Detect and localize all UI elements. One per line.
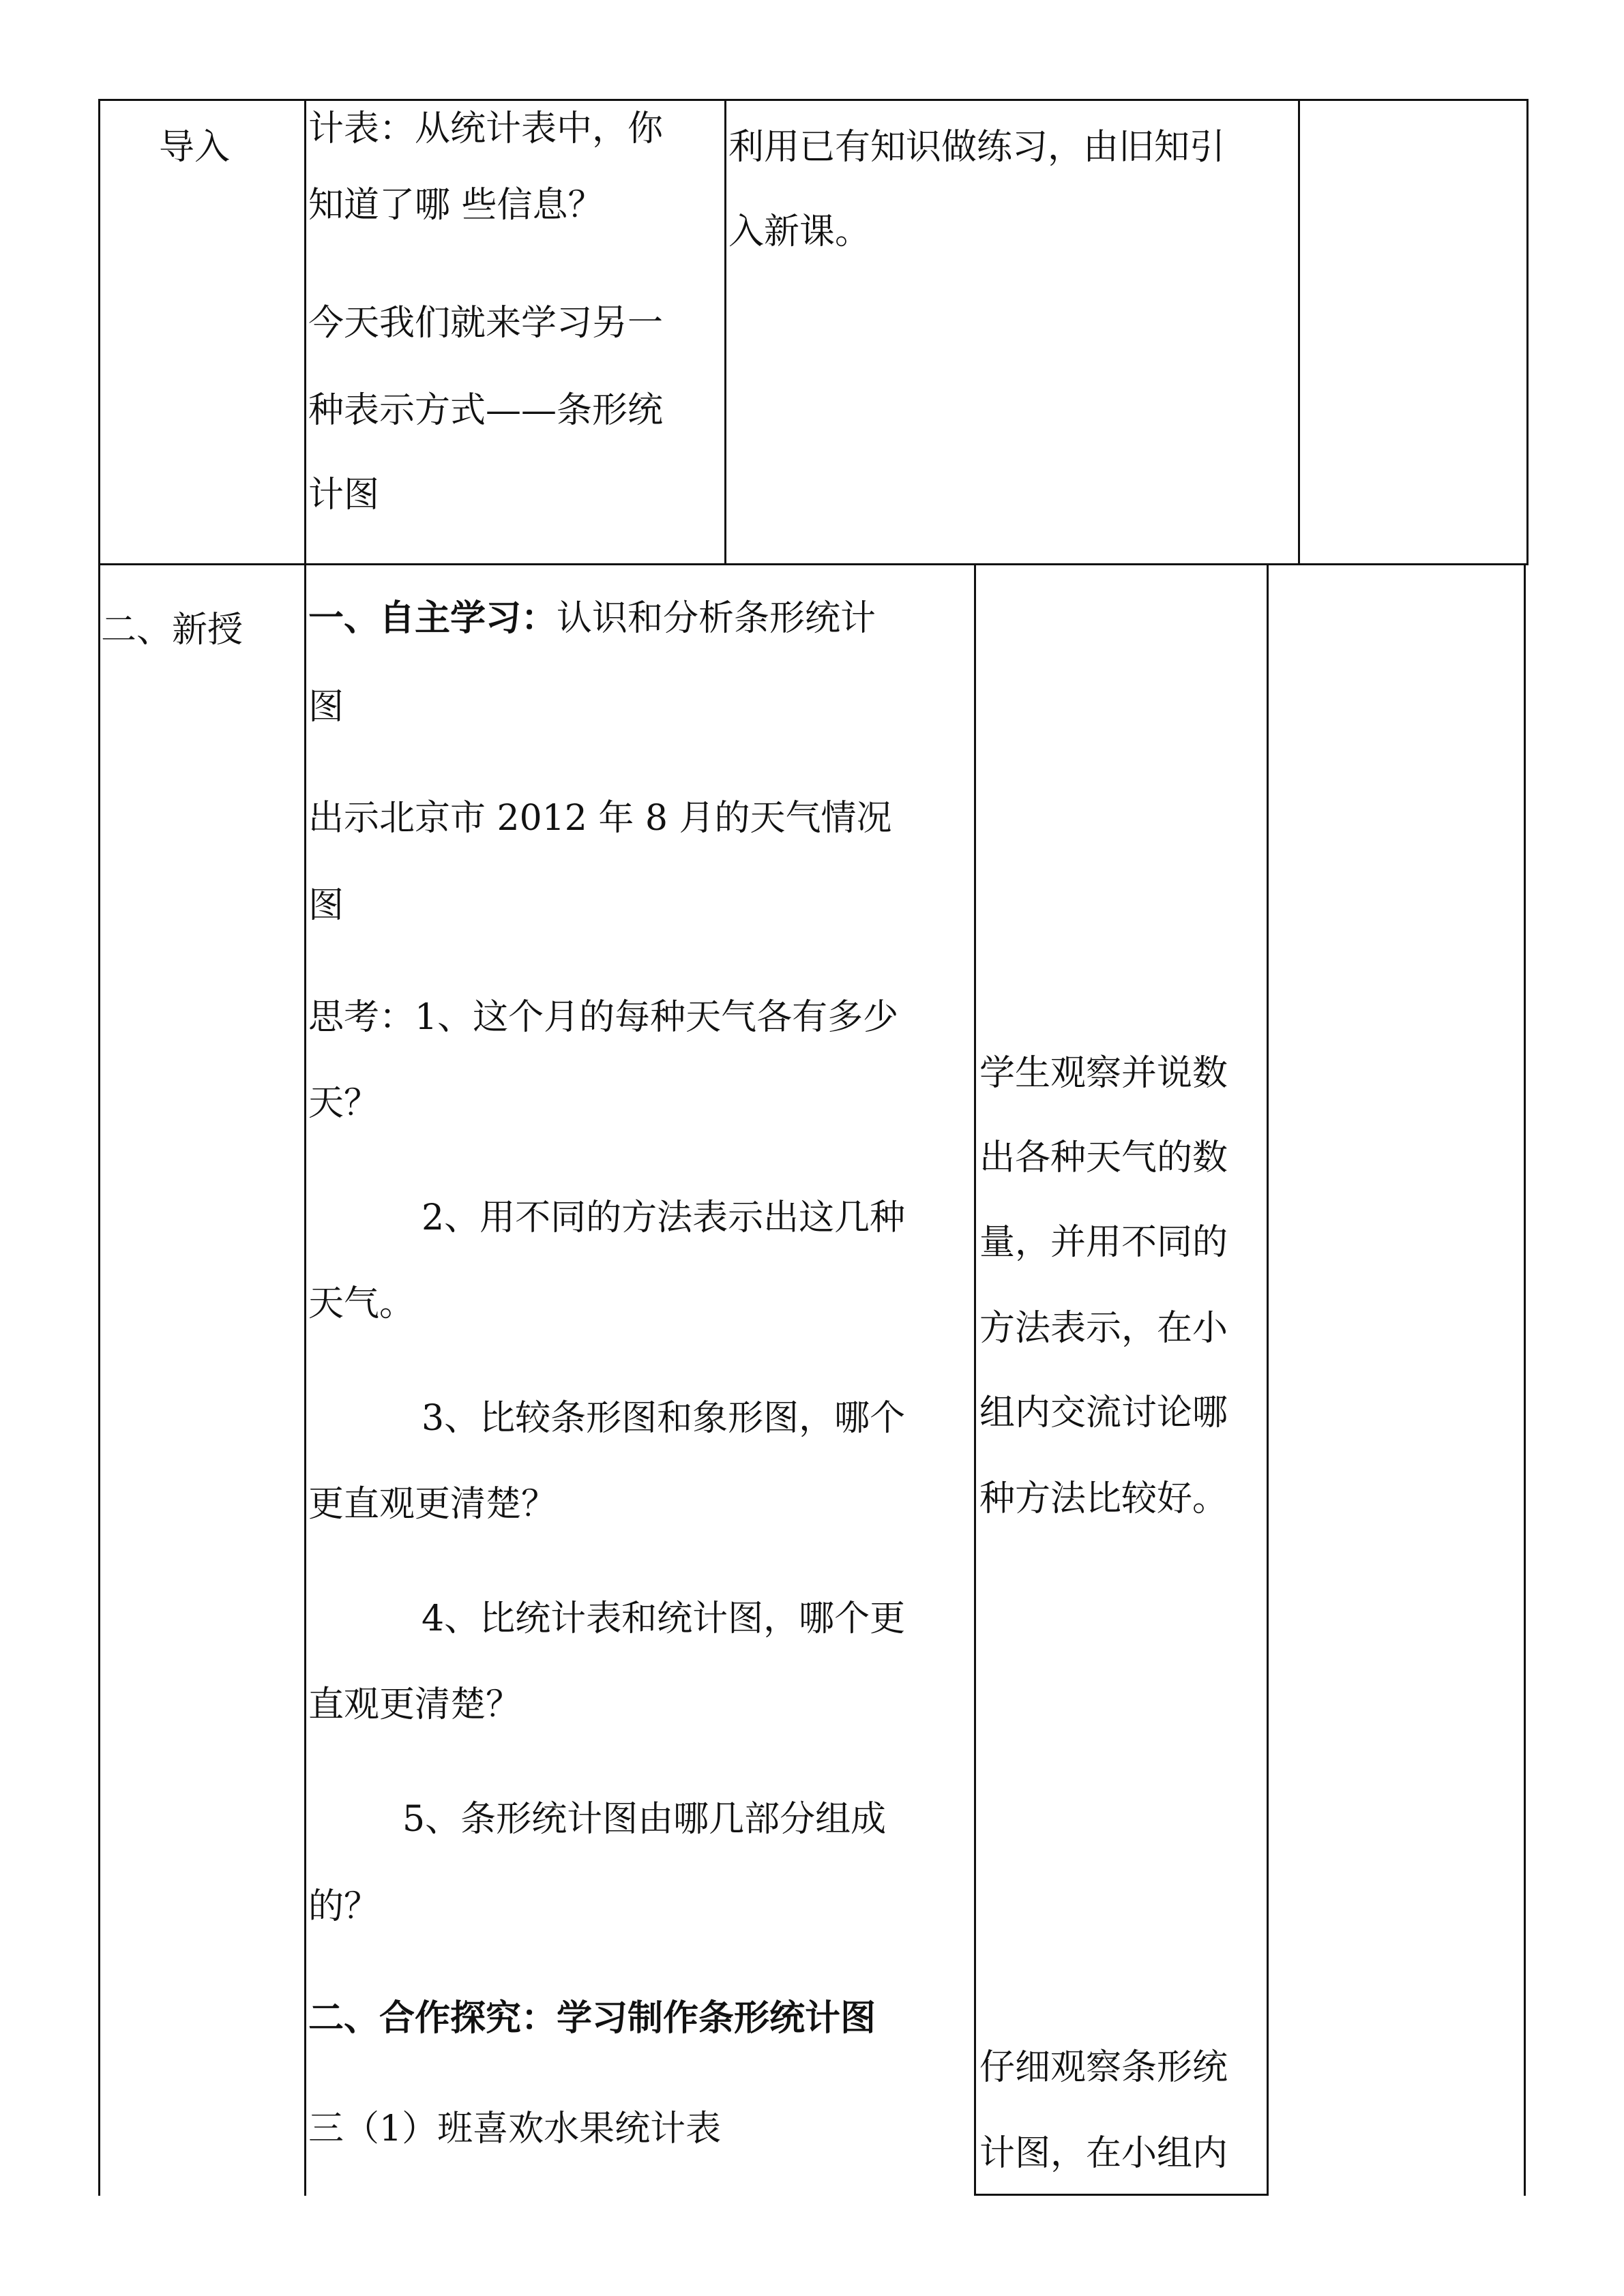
question-1-line-1: 思考：1、这个月的每种天气各有多少 xyxy=(308,997,899,1038)
row1-intent-line-1: 利用已有知识做练习，由旧知引 xyxy=(728,127,1226,168)
row1-right-border xyxy=(1526,99,1529,565)
row1-intent-line-2: 入新课。 xyxy=(728,211,871,252)
row2-right-border xyxy=(1524,563,1526,2196)
show-weather-line-2: 图 xyxy=(308,885,344,926)
question-3-line-2: 更直观更清楚？ xyxy=(308,1484,557,1525)
question-2-line-1: 2、用不同的方法表示出这几种 xyxy=(422,1197,906,1238)
row1-col-divider-2 xyxy=(724,99,726,565)
table-left-border xyxy=(98,99,100,2196)
student-activity-line-1: 学生观察并说数 xyxy=(979,1053,1228,1094)
question-3-line-1: 3、比较条形图和象形图，哪个 xyxy=(422,1398,906,1439)
row2-label: 二、新授 xyxy=(101,610,243,651)
row1-teacher-line-4: 种表示方式——条形统 xyxy=(308,390,664,431)
question-5-line-2: 的？ xyxy=(308,1886,380,1927)
student-activity-2-line-2: 计图，在小组内 xyxy=(979,2133,1228,2174)
student-activity-line-5: 组内交流讨论哪 xyxy=(979,1392,1228,1433)
row1-col-divider-3 xyxy=(1298,99,1300,565)
question-4-line-2: 直观更清楚？ xyxy=(308,1684,522,1725)
row2-col-divider-3 xyxy=(1267,563,1269,2196)
show-weather-line-1: 出示北京市 2012 年 8 月的天气情况 xyxy=(308,798,892,839)
row1-teacher-line-5: 计图 xyxy=(308,475,380,516)
section-heading-cooperation: 二、合作探究：学习制作条形统计图 xyxy=(308,1997,876,2039)
row1-teacher-line-3: 今天我们就来学习另一 xyxy=(308,303,664,344)
question-4-line-1: 4、比统计表和统计图，哪个更 xyxy=(422,1598,906,1639)
fruit-table-title: 三（1）班喜欢水果统计表 xyxy=(308,2108,722,2149)
question-2-line-2: 天气。 xyxy=(308,1283,415,1324)
student-activity-line-3: 量，并用不同的 xyxy=(979,1222,1228,1263)
row1-teacher-line-1: 计表：从统计表中，你 xyxy=(308,108,664,149)
row1-teacher-line-2: 知道了哪 些信息？ xyxy=(308,185,604,226)
col-divider-1 xyxy=(304,99,306,2196)
section-heading-self-study-wrap: 图 xyxy=(308,687,344,728)
student-activity-2-line-1: 仔细观察条形统 xyxy=(979,2047,1228,2088)
row2-col-divider-2 xyxy=(974,563,976,2196)
student-activity-line-6: 种方法比较好。 xyxy=(979,1478,1228,1519)
student-activity-line-4: 方法表示，在小 xyxy=(979,1308,1228,1349)
student-activity-line-2: 出各种天气的数 xyxy=(979,1137,1228,1178)
row-divider xyxy=(98,563,1529,565)
row1-label: 导入 xyxy=(159,127,231,168)
section-heading-self-study xyxy=(308,575,876,662)
question-5-line-1: 5、条形统计图由哪几部分组成 xyxy=(402,1799,887,1840)
section-heading-self-study-rest: 认识和分析条形统计 xyxy=(557,598,876,639)
section-heading-self-study-bold: 一、自主学习： xyxy=(308,597,557,639)
question-1-line-2: 天？ xyxy=(308,1083,380,1124)
